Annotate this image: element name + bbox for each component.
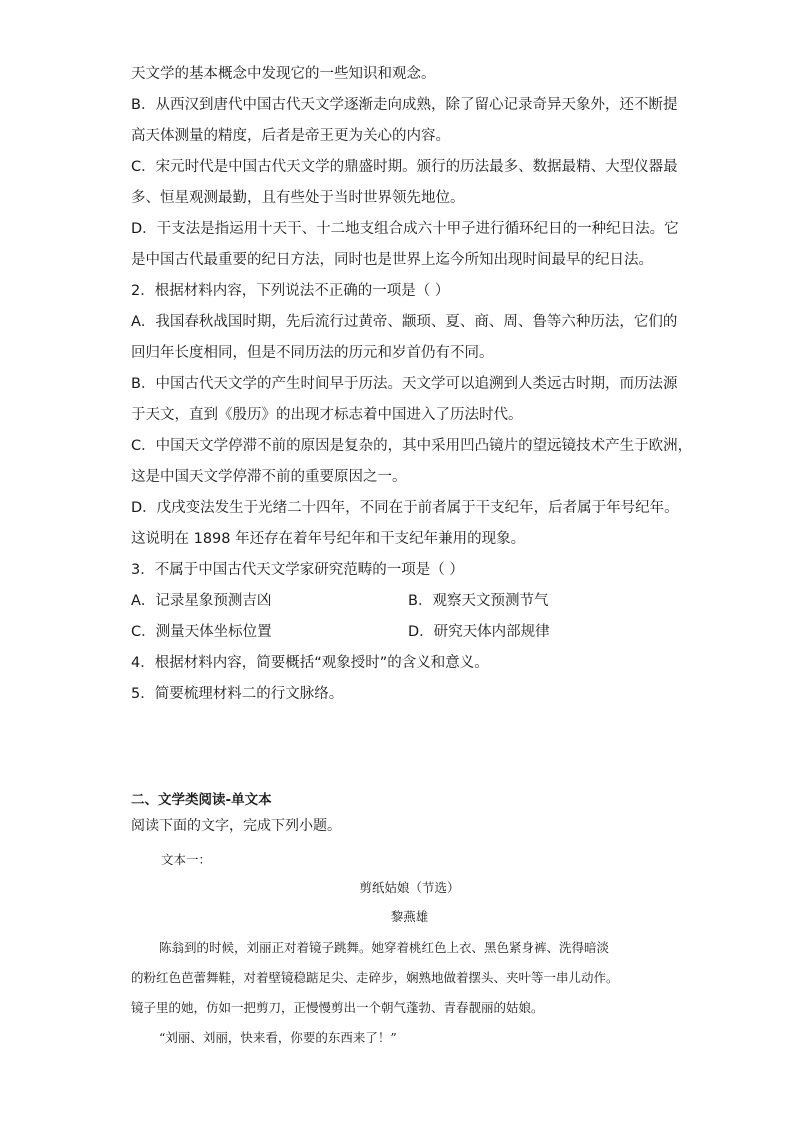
option-c-line: C．宋元时代是中国古代天文学的鼎盛时期。颁行的历法最多、数据最精、大型仪器最 [131, 159, 678, 175]
passage-paragraph [131, 933, 676, 1023]
dialogue-line: “刘丽、刘丽，快来看，你要的东西来了！” [159, 1030, 397, 1045]
question-5: 5．简要梳理材料二的行文脉络。 [131, 686, 344, 702]
question-1-options-continued [131, 59, 693, 710]
question-2-option-line: 于天文，直到《殷历》的出现才标志着中国进入了历法时代。 [131, 407, 523, 423]
option-d: D．研究天体内部规律 [408, 624, 550, 640]
text-line: 是中国古代最重要的纪日方法，同时也是世界上迄今所知出现时间最早的纪日法。 [131, 252, 653, 268]
passage-author: 黎燕雄 [390, 909, 429, 924]
question-2-option-line: 这说明在 1898 年还存在着年号纪年和干支纪年兼用的现象。 [131, 531, 526, 547]
option-a: A．记录星象预测吉凶 [131, 593, 272, 609]
question-2-option-line: 回归年长度相同，但是不同历法的历元和岁首仍有不同。 [131, 345, 494, 361]
question-3-options-row-1 [131, 586, 676, 617]
section-title: 二、文学类阅读-单文本 [131, 792, 272, 808]
question-3-stem: 3．不属于中国古代天文学家研究范畴的一项是（ ） [131, 562, 464, 578]
option-c: C．测量天体坐标位置 [131, 624, 272, 640]
passage-title: 剪纸姑娘（节选） [359, 880, 460, 895]
option-d-line: D．干支法是指运用十天干、十二地支组合成六十甲子进行循环纪日的一种纪日法。它 [131, 221, 679, 237]
question-4: 4．根据材料内容，简要概括“观象授时”的含义和意义。 [131, 655, 489, 671]
paragraph-line: 的粉红色芭蕾舞鞋，对着壁镜稳踮足尖、走碎步，娴熟地做着摆头、夹叶等一串儿动作。 [131, 970, 619, 985]
passage-label: 文本一： [161, 852, 212, 867]
paragraph-line: 陈翁到的时候，刘丽正对着镜子跳舞。她穿着桃红色上衣、黑色紧身裤、洗得暗淡 [159, 940, 610, 955]
passage [131, 848, 676, 1053]
section-instruction: 阅读下面的文字，完成下列小题。 [131, 818, 341, 834]
question-2-option-line: A．我国春秋战国时期，先后流行过黄帝、颛顼、夏、商、周、鲁等六种历法，它们的 [131, 314, 678, 330]
question-2-option-line: C．中国天文学停滞不前的原因是复杂的，其中采用凹凸镜片的望远镜技术产生于欧洲， [131, 438, 693, 454]
option-b-line: B．从西汉到唐代中国古代天文学逐渐走向成熟，除了留心记录奇异天象外，还不断提 [131, 97, 678, 113]
paragraph-line: 镜子里的她，仿如一把剪刀，正慢慢剪出一个朝气蓬勃、青春靓丽的姑娘。 [131, 1000, 544, 1015]
question-2-option-line: B．中国古代天文学的产生时间早于历法。天文学可以追溯到人类远古时期，而历法源 [131, 376, 678, 392]
question-2-option-line: 这是中国天文学停滞不前的重要原因之一。 [131, 469, 407, 485]
text-line: 多、恒星观测最勤，且有些处于当时世界领先地位。 [131, 190, 465, 206]
text-line: 高天体测量的精度，后者是帝王更为关心的内容。 [131, 128, 450, 144]
text-line: 天文学的基本概念中发现它的一些知识和观念。 [131, 66, 436, 82]
question-2-stem: 2．根据材料内容，下列说法不正确的一项是（ ） [131, 283, 450, 299]
option-b: B．观察天文预测节气 [408, 593, 549, 609]
question-3-options-row-2 [131, 617, 676, 648]
question-2-option-line: D．戊戌变法发生于光绪二十四年，不同在于前者属于干支纪年，后者属于年号纪年。 [131, 500, 679, 516]
